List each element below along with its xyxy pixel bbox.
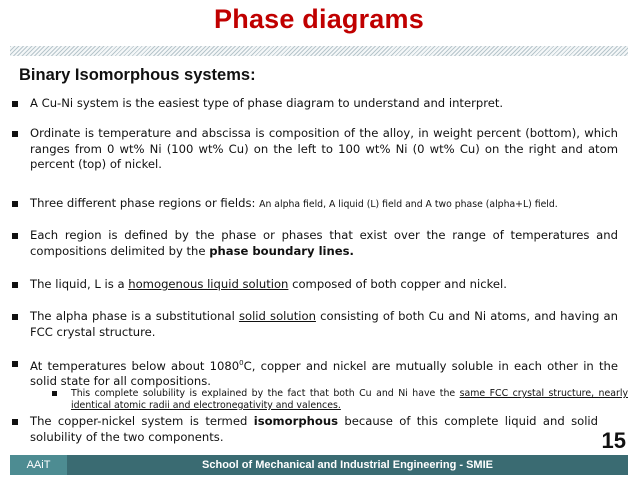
bullet-square-icon: [12, 201, 18, 207]
sub-bullet-text: This complete solubility is explained by the fact that both Cu and Ni have the: [71, 388, 460, 399]
bullet-text: composed of both copper and nickel.: [288, 277, 507, 291]
bullet-item: [10, 228, 618, 259]
bullet-text: Each region is defined by the phase or phases that exist over the range of temperatures and compositions delimited by the: [30, 228, 618, 258]
sub-bullet-underlined-text: same FCC crystal structure, nearly identical atomic radii and electronegativity and valences.: [71, 388, 628, 411]
bullet-text: because of this complete liquid and solid solubility of the two components.: [30, 414, 598, 444]
bullet-text: consisting of both Cu and Ni atoms, and having an FCC crystal structure.: [30, 309, 618, 339]
bullet-bold-text: phase boundary lines.: [209, 243, 354, 258]
bullet-item: [10, 277, 618, 293]
bullet-item: [10, 309, 618, 340]
footer-school: School of Mechanical and Industrial Engineering - SMIE: [202, 459, 493, 471]
bullet-underlined-text: homogenous liquid solution: [128, 277, 289, 291]
bullet-text: C, copper and nickel are mutually soluble in each other in the solid state for all compositions.: [30, 358, 618, 389]
footer-institution: AAiT: [10, 455, 67, 475]
bullet-square-icon: [12, 419, 18, 425]
bullet-text: The liquid, L is a: [30, 277, 129, 291]
bullet-square-icon: [12, 101, 18, 107]
sub-bullet-item: [50, 388, 628, 412]
degree-superscript: 0: [239, 359, 244, 367]
slide-title: Phase diagrams: [214, 4, 424, 34]
bullet-text: Ordinate is temperature and abscissa is composition of the alloy, in weight percent (bottom), which ranges from 0 wt% Ni (100 wt% Cu) on the left to 100 wt% Ni (0 wt% Cu) on the right and atom percent (top) of nickel.: [30, 126, 618, 171]
slide-subtitle: Binary Isomorphous systems:: [19, 66, 256, 84]
bullet-text: A Cu-Ni system is the easiest type of phase diagram to understand and interpret.: [30, 96, 504, 110]
bullet-item: [10, 196, 618, 213]
bullet-item: [10, 414, 598, 445]
bullet-text: At temperatures below about 1080: [30, 358, 240, 373]
bullet-small-text: An alpha field, A liquid (L) field and A two phase (alpha+L) field.: [259, 199, 558, 210]
footer-bar: [10, 455, 628, 475]
bullet-square-icon: [12, 314, 18, 320]
page-number: 15: [601, 428, 626, 453]
bullet-item: [10, 356, 618, 390]
bullet-square-icon: [12, 131, 18, 137]
title-divider: [10, 46, 628, 56]
bullet-text: The alpha phase is a substitutional: [30, 309, 239, 323]
bullet-text: The copper-nickel system is termed: [30, 414, 254, 428]
bullet-square-icon: [12, 282, 18, 288]
bullet-item: [10, 126, 618, 173]
bullet-bold-text: isomorphous: [253, 414, 338, 428]
bullet-square-icon: [12, 361, 18, 367]
bullet-text: Three different phase regions or fields:: [30, 196, 260, 210]
bullet-underlined-text: solid solution: [238, 309, 316, 323]
bullet-square-icon: [12, 233, 18, 239]
bullet-item: [10, 96, 618, 112]
bullet-square-icon: [52, 391, 57, 396]
